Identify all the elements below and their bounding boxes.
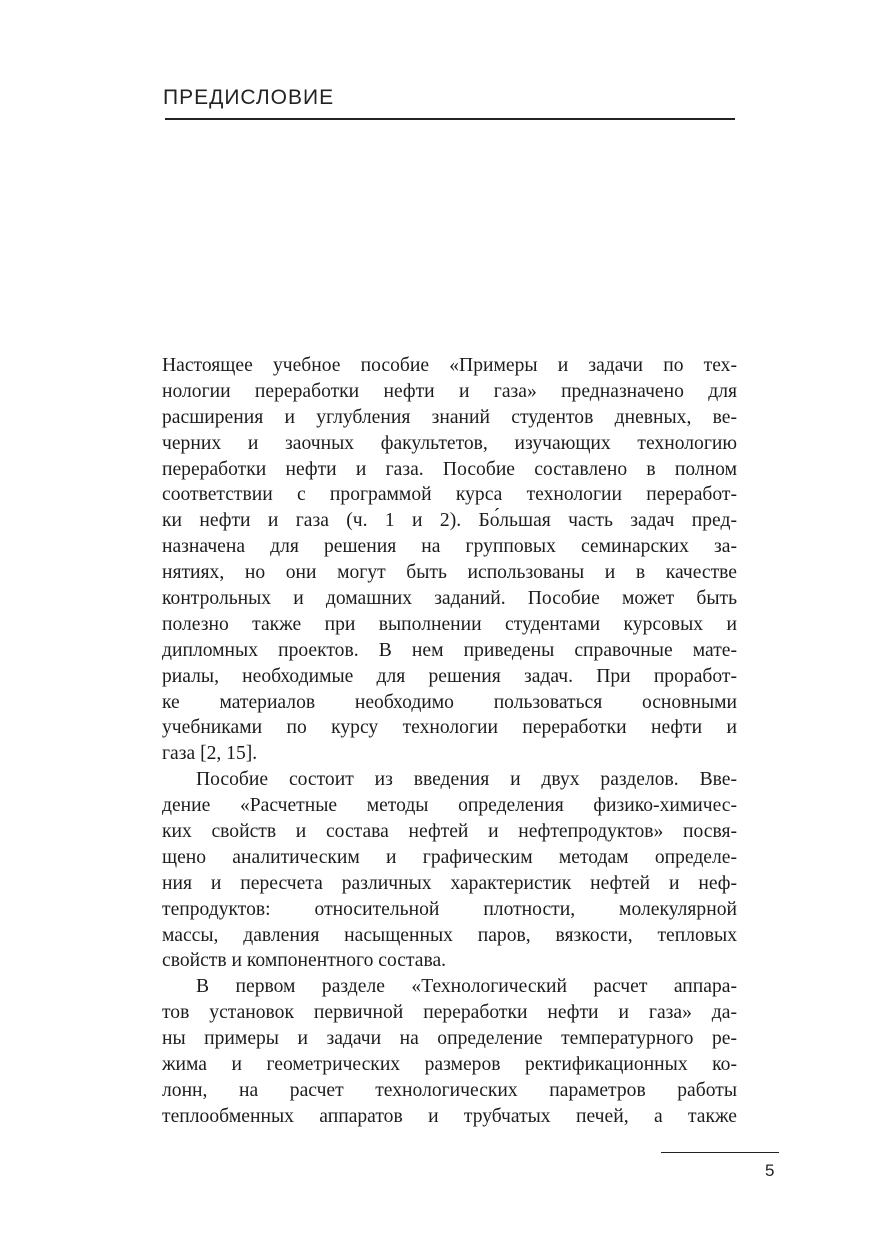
text-line: риалы, необходимые для решения задач. При проработ- [162, 665, 737, 687]
text-line: ны примеры и задачи на определение температурного ре- [162, 1028, 737, 1050]
paragraph-1 [162, 353, 737, 767]
text-line: дипломных проектов. В нем приведены справочные мате- [162, 639, 737, 661]
text-line: назначена для решения на групповых семинарских за- [162, 536, 737, 558]
text-line: тепродуктов: относительной плотности, молекулярной [162, 898, 737, 920]
paragraph-3 [162, 974, 737, 1129]
text-line: Настоящее учебное пособие «Примеры и задачи по тех- [162, 355, 737, 376]
text-line: жима и геометрических размеров ректификационных ко- [162, 1054, 737, 1076]
text-line: дение «Расчетные методы определения физико-химичес- [162, 795, 737, 817]
text-line: черних и заочных факультетов, изучающих технологию [162, 432, 737, 454]
text-line: тов установок первичной переработки нефти и газа» да- [162, 1002, 737, 1024]
paragraph-2 [162, 767, 737, 974]
text-line: ния и пересчета различных характеристик нефтей и неф- [162, 872, 737, 894]
text-line: ки нефти и газа (ч. 1 и 2). Бо́льшая часть задач пред- [162, 510, 737, 532]
text-line: газа [2, 15]. [162, 743, 258, 765]
text-line: теплообменных аппаратов и трубчатых печей, а также [162, 1105, 737, 1127]
text-line: щено аналитическим и графическим методам определе- [162, 846, 737, 868]
text-line: полезно также при выполнении студентами курсовых и [162, 613, 737, 635]
chapter-heading: ПРЕДИСЛОВИЕ [163, 86, 335, 109]
text-line: лонн, на расчет технологических параметров работы [162, 1079, 737, 1101]
text-line: нологии переработки нефти и газа» предназначено для [162, 380, 737, 402]
text-line: расширения и углубления знаний студентов дневных, ве- [162, 406, 737, 428]
text-line: нятиях, но они могут быть использованы и в качестве [162, 562, 737, 584]
heading-underline [165, 118, 735, 120]
text-line: массы, давления насыщенных паров, вязкости, тепловых [162, 924, 737, 946]
text-line: ких свойств и состава нефтей и нефтепродуктов» посвя- [162, 821, 737, 843]
preface-body [162, 353, 737, 1130]
page-number: 5 [765, 1161, 775, 1180]
text-line: переработки нефти и газа. Пособие составлено в полном [162, 458, 737, 480]
text-line: Пособие состоит из введения и двух разделов. Вве- [196, 769, 737, 791]
text-line: соответствии с программой курса технологии переработ- [162, 484, 737, 506]
text-line: контрольных и домашних заданий. Пособие может быть [162, 588, 737, 610]
footer-rule [661, 1152, 779, 1153]
text-line: В первом разделе «Технологический расчет аппара- [196, 976, 737, 998]
text-line: учебниками по курсу технологии переработки нефти и [162, 717, 737, 739]
text-line: ке материалов необходимо пользоваться основными [162, 691, 737, 713]
text-line: свойств и компонентного состава. [162, 950, 447, 972]
